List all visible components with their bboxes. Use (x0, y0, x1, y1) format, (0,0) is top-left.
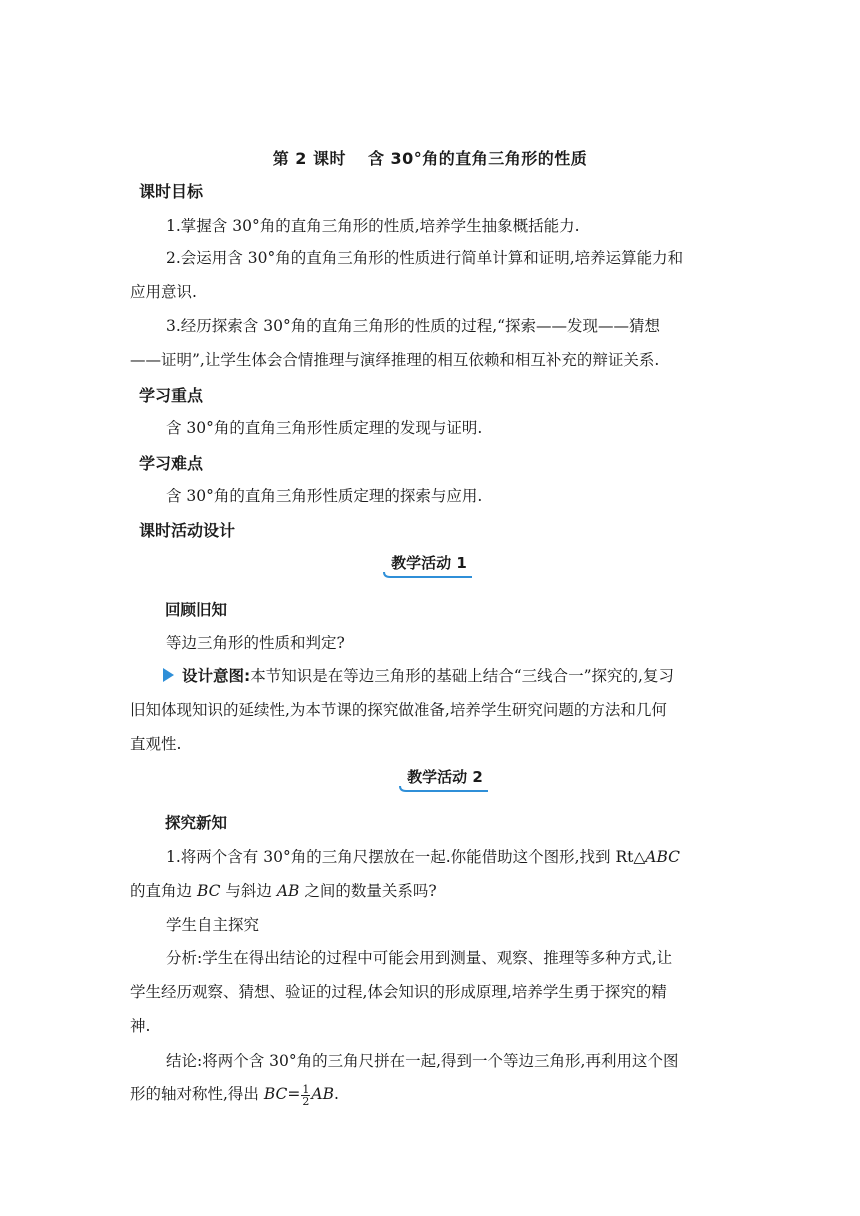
difficulty-text: 含 30°角的直角三角形性质定理的探索与应用. (166, 487, 483, 505)
question-1-line-1 (166, 845, 680, 867)
goal-1: 1.掌握含 30°角的直角三角形的性质,培养学生抽象概括能力. (166, 217, 580, 235)
review-question: 等边三角形的性质和判定? (166, 634, 345, 652)
analysis-line-2: 学生经历观察、猜想、验证的过程,体会知识的形成原理,培养学生勇于探究的精 (130, 983, 667, 1001)
question-1-text-a: 1.将两个含有 30°角的三角尺摆放在一起.你能借助这个图形,找到 Rt△ (166, 848, 646, 866)
design-intent-text-1: 本节知识是在等边三角形的基础上结合“三线合一”探究的,复习 (250, 667, 674, 685)
design-intent-line-1 (163, 664, 674, 686)
key-points-heading: 学习重点 (139, 386, 204, 405)
conclusion-line-2 (130, 1082, 339, 1107)
equals-sign: = (287, 1085, 301, 1103)
lesson-number: 第 2 课时 (272, 149, 346, 168)
play-triangle-icon (163, 668, 174, 682)
triangle-abc: ABC (645, 848, 681, 866)
analysis-line-3: 神. (130, 1017, 151, 1035)
goal-3-cont: ——证明”,让学生体会合情推理与演绎推理的相互依赖和相互补充的辩证关系. (130, 351, 660, 369)
review-heading: 回顾旧知 (165, 601, 228, 619)
lesson-title (0, 146, 860, 169)
side-ab: AB (276, 882, 300, 900)
fraction-numerator: 1 (302, 1082, 310, 1096)
side-bc: BC (263, 1085, 288, 1103)
lesson-topic: 含 30°角的直角三角形的性质 (367, 149, 588, 168)
conclusion-line-1: 结论:将两个含 30°角的三角尺拼在一起,得到一个等边三角形,再利用这个图 (166, 1052, 679, 1070)
analysis-line-1: 分析:学生在得出结论的过程中可能会用到测量、观察、推理等多种方式,让 (166, 949, 673, 967)
difficulty-heading: 学习难点 (139, 454, 204, 473)
goal-2-cont: 应用意识. (130, 283, 197, 301)
badge-underline-icon (382, 571, 476, 579)
self-explore-label: 学生自主探究 (166, 916, 260, 934)
explore-heading: 探究新知 (165, 814, 228, 832)
question-1-text-d: 之间的数量关系吗? (299, 882, 437, 900)
activity-2-badge-label: 教学活动 2 (407, 768, 483, 786)
design-intent-line-3: 直观性. (130, 735, 182, 753)
period: . (334, 1085, 339, 1103)
question-1-text-b: 的直角边 (130, 882, 197, 900)
conclusion-text: 形的轴对称性,得出 (130, 1085, 264, 1103)
activity-design-heading: 课时活动设计 (139, 521, 236, 540)
goal-3: 3.经历探索含 30°角的直角三角形的性质的过程,“探索——发现——猜想 (166, 317, 661, 335)
fraction-one-half (301, 1084, 310, 1107)
goal-2: 2.会运用含 30°角的直角三角形的性质进行简单计算和证明,培养运算能力和 (166, 249, 684, 267)
fraction-denominator: 2 (302, 1094, 310, 1108)
side-bc: BC (196, 882, 221, 900)
question-1-text-c: 与斜边 (220, 882, 277, 900)
activity-1-badge (382, 551, 476, 579)
activity-2-badge (398, 765, 492, 793)
key-points-text: 含 30°角的直角三角形性质定理的发现与证明. (166, 419, 483, 437)
side-ab: AB (311, 1085, 334, 1103)
activity-1-badge-label: 教学活动 1 (391, 554, 467, 572)
badge-underline-icon (398, 785, 492, 793)
design-intent-line-2: 旧知体现知识的延续性,为本节课的探究做准备,培养学生研究问题的方法和几何 (130, 701, 667, 719)
design-intent-label: 设计意图: (182, 667, 251, 685)
question-1-line-2 (130, 879, 437, 901)
goals-heading: 课时目标 (139, 182, 204, 201)
